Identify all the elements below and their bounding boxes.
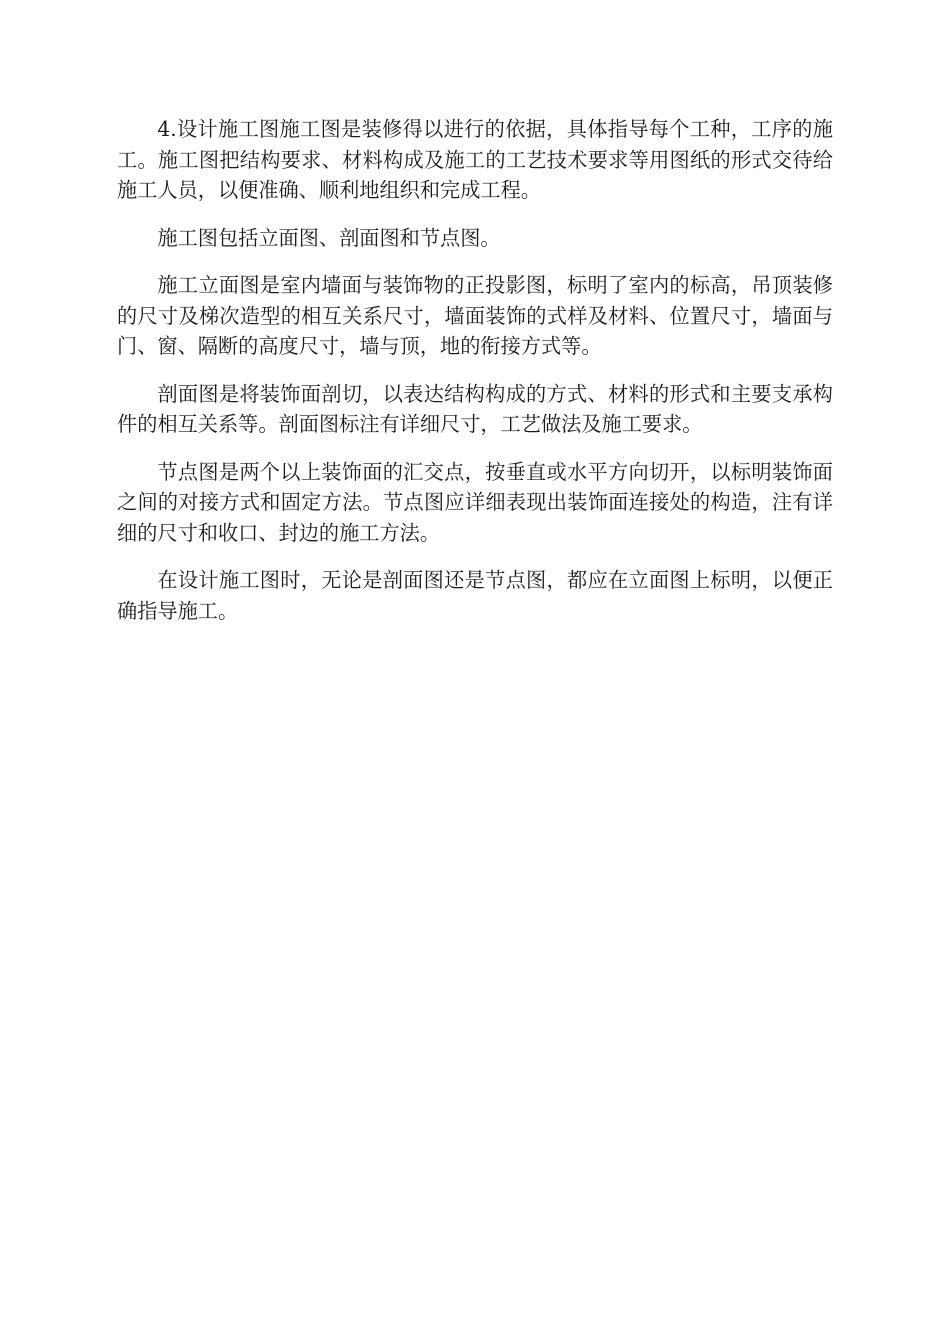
paragraph-drawing-types: 施工图包括立面图、剖面图和节点图。: [157, 225, 501, 250]
document-body: [117, 114, 833, 643]
paragraph-design-note: 在设计施工图时，无论是剖面图还是节点图，都应在立面图上标明，以便正确指导施工。: [117, 568, 833, 623]
paragraph-section-drawing: 剖面图是将装饰面剖切，以表达结构构成的方式、材料的形式和主要支承构件的相互关系等。剖面图标注有详细尺寸，工艺做法及施工要求。: [117, 381, 833, 436]
paragraph-elevation-drawing: 施工立面图是室内墙面与装饰物的正投影图，标明了室内的标高，吊顶装修的尺寸及梯次造型的相互关系尺寸，墙面装饰的式样及材料、位置尺寸，墙面与门、窗、隔断的高度尺寸，墙与顶，地的衔接方式等。: [117, 273, 833, 358]
paragraph-detail-drawing: 节点图是两个以上装饰面的汇交点，按垂直或水平方向切开，以标明装饰面之间的对接方式和固定方法。节点图应详细表现出装饰面连接处的构造，注有详细的尺寸和收口、封边的施工方法。: [117, 459, 833, 545]
paragraph-construction-drawings: 4.设计施工图施工图是装修得以进行的依据，具体指导每个工种，工序的施工。施工图把结构要求、材料构成及施工的工艺技术要求等用图纸的形式交待给施工人员，以便准确、顺利地组织和完成工程。: [117, 117, 833, 202]
